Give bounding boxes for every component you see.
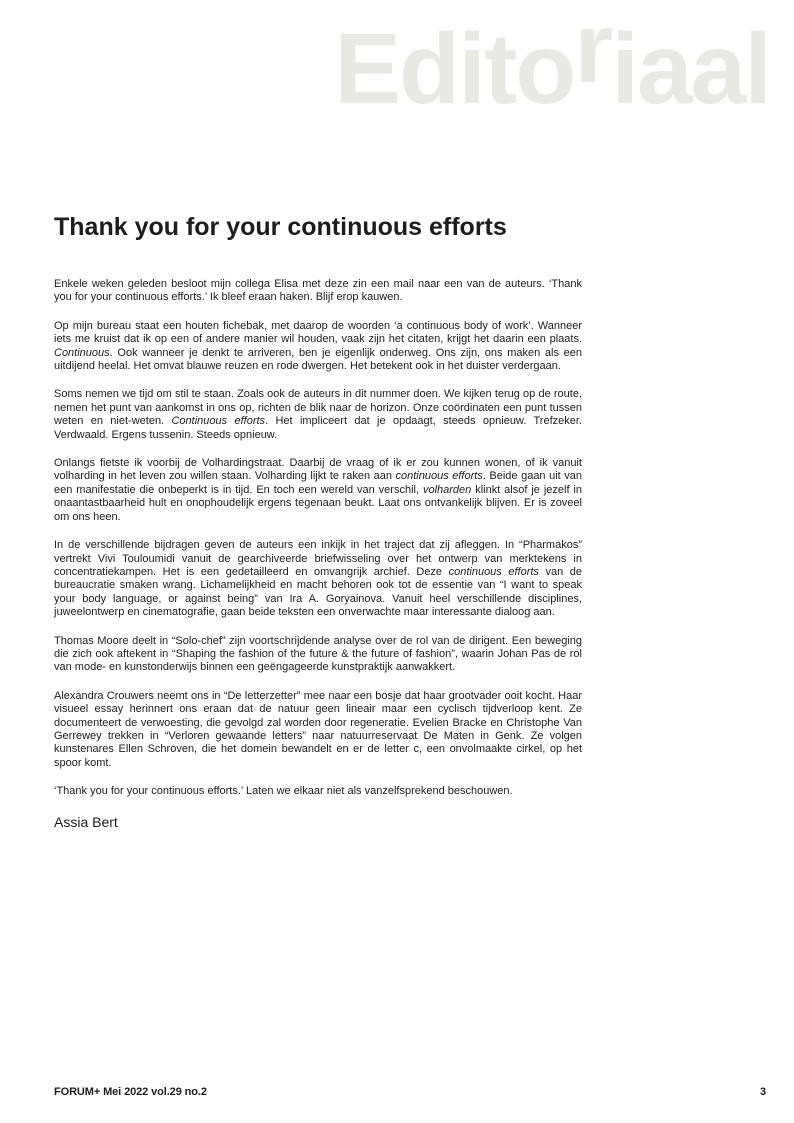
article-title: Thank you for your continuous efforts [54,213,507,241]
author-name: Assia Bert [54,813,118,830]
masthead-editoriaal [334,0,770,125]
masthead-raised-r: r [574,0,612,104]
paragraph: Op mijn bureau staat een houten fichebak, met daarop de woorden ‘a continuous body of work’. Wanneer iets me kruist dat ik op een of andere manier wil houden, vaak zijn het citaten, krijgt het daarin een plaats. Continuous. Ook wanneer je denkt te arriveren, ben je eigenlijk onderweg. Ons zijn, ons maken als een uitdijend heelal. Het omvat blauwe reuzen en rode dwergen. Het betekent ook in het duister verdergaan. [54,319,582,373]
article [54,212,582,830]
paragraph: Alexandra Crouwers neemt ons in “De letterzetter” mee naar een bosje dat haar grootvader ooit kocht. Haar visueel essay herinnert ons eraan dat de natuur geen lineair maar een cyclisch tijdverloop kent. Ze documenteert de verwoesting, die gevolgd zal worden door regeneratie. Evelien Bracke en Christophe Van Gerrewey trekken in “Verloren gewaande letters” naar natuurreservaat De Maten in Genk. Ze volgen kunstenares Ellen Schroven, die het domein bewandelt en er de letter c, een onvolmaakte cirkel, op het spoor komt. [54,689,582,769]
article-body [54,278,582,799]
paragraph: ‘Thank you for your continuous efforts.’ Laten we elkaar niet als vanzelfsprekend beschouwen. [54,785,513,798]
page-footer [54,1086,766,1098]
masthead-part2: iaal [611,13,770,125]
journal-info: FORUM+ Mei 2022 vol.29 no.2 [54,1086,207,1098]
masthead-part1: Edito [334,13,575,125]
paragraph: In de verschillende bijdragen geven de auteurs een inkijk in het traject dat zij afleggen. In “Pharmakos” vertrekt Vivi Touloumidi vanuit de gearchiveerde briefwisseling over het ontwerp van merktekens in concentratiekampen. Het is een gedetailleerd en omvangrijk archief. Deze continuous efforts van de bureaucratie smaken wrang. Lichamelijkheid en macht behoren ook tot de essentie van “I want to speak your body language, or against being” van Ira A. Goryainova. Vanuit heel verschillende disciplines, juweelontwerp en cinematografie, gaan beide teksten een onverwachte maar interessante dialoog aan. [54,539,582,619]
paragraph: Soms nemen we tijd om stil te staan. Zoals ook de auteurs in dit nummer doen. We kijken terug op de route, nemen het punt van aankomst in ons op, richten de blik naar de horizon. Onze coördinaten een punt tussen weten en niet-weten. Continuous efforts. Het impliceert dat je opdaagt, steeds opnieuw. Trefzeker. Verdwaald. Ergens tussenin. Steeds opnieuw. [54,388,582,441]
paragraph: Thomas Moore deelt in “Solo-chef” zijn voortschrijdende analyse over de rol van de dirigent. Een beweging die zich ook aftekent in “Shaping the fashion of the future & the future of fashion”, waarin Johan Pas de rol van mode- en kunstonderwijs binnen een geëngageerde kunstpraktijk aanwakkert. [54,634,582,674]
paragraph: Onlangs fietste ik voorbij de Volhardingstraat. Daarbij de vraag of ik er zou kunnen wonen, of ik vanuit volharding in het leven zou willen staan. Volharding lijkt te raken aan continuous efforts. Beide gaan uit van een manifestatie die onbeperkt is in tijd. En toch een wereld van verschil, volharden klinkt alsof je jezelf in onaantastbaarheid hult en onophoudelijk ergens tegenaan beukt. Laat ons ontvankelijk blijven. Er is zoveel om ons heen. [54,457,582,523]
page-number: 3 [759,1086,766,1098]
paragraph: Enkele weken geleden besloot mijn collega Elisa met deze zin een mail naar een van de auteurs. ‘Thank you for your continuous efforts.’ Ik bleef eraan haken. Blijf erop kauwen. [54,278,582,304]
